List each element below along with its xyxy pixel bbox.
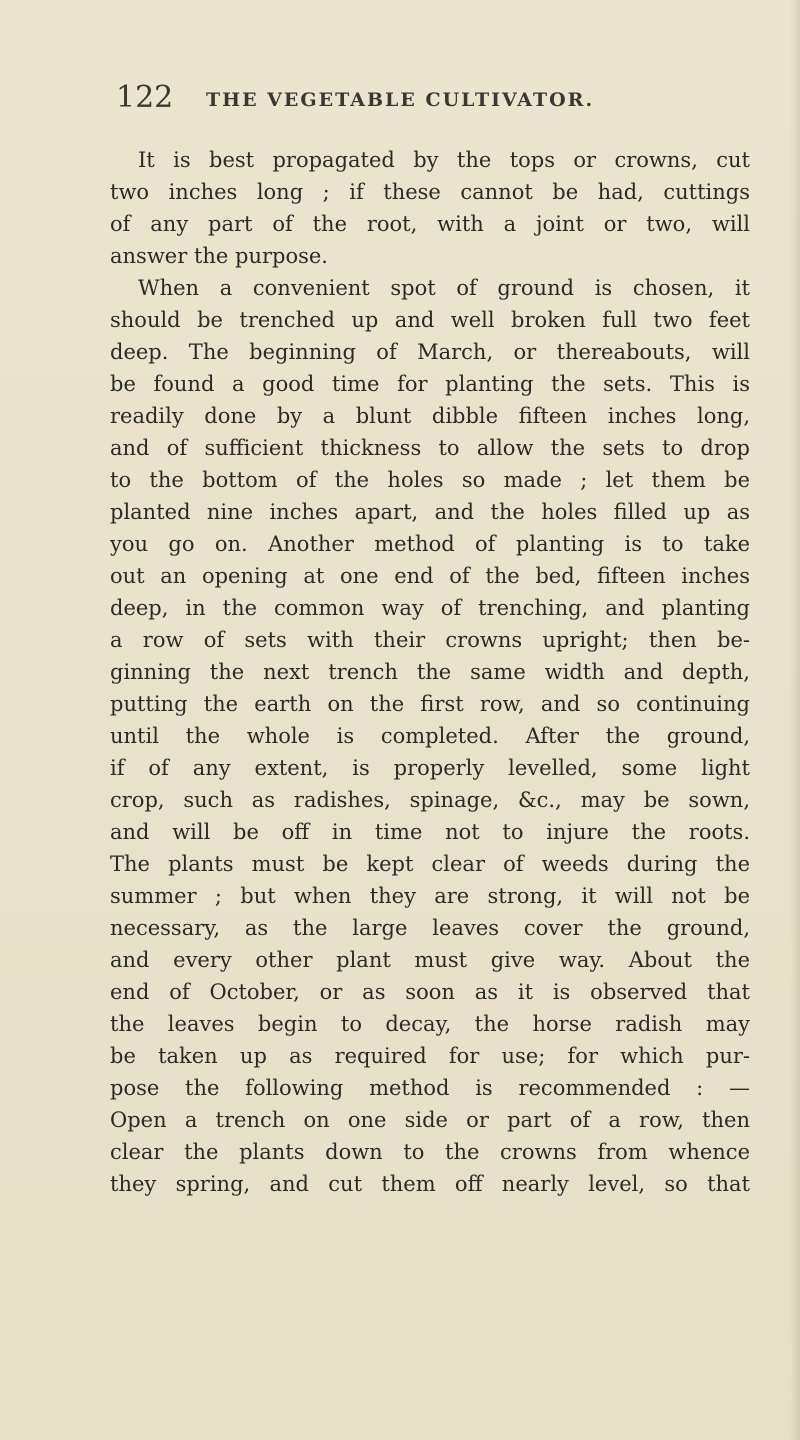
text-line: ginning the next trench the same width and depth, — [110, 660, 750, 684]
text-line: be taken up as required for use; for which pur- — [110, 1044, 750, 1068]
text-line: be found a good time for planting the sets. This is — [110, 372, 750, 396]
text-line: deep. The beginning of March, or thereabouts, will — [110, 340, 750, 364]
text-line: answer the purpose. — [110, 244, 328, 268]
running-head: THE VEGETABLE CULTIVATOR. — [206, 89, 595, 111]
text-line: two inches long ; if these cannot be had, cuttings — [110, 180, 750, 204]
text-line: you go on. Another method of planting is to take — [110, 532, 750, 556]
text-line: and will be off in time not to injure the roots. — [110, 820, 750, 844]
page-header — [116, 78, 716, 118]
text-line: and of sufficient thickness to allow the sets to drop — [110, 436, 750, 460]
text-line: if of any extent, is properly levelled, some light — [110, 756, 750, 780]
text-line: deep, in the common way of trenching, and planting — [110, 596, 750, 620]
text-line: crop, such as radishes, spinage, &c., may be sown, — [110, 788, 750, 812]
page-number: 122 — [116, 80, 174, 115]
text-line: out an opening at one end of the bed, fifteen inches — [110, 564, 750, 588]
text-line: clear the plants down to the crowns from whence — [110, 1140, 750, 1164]
text-line: they spring, and cut them off nearly level, so that — [110, 1172, 750, 1196]
text-line: putting the earth on the first row, and so continuing — [110, 692, 750, 716]
text-line: and every other plant must give way. About the — [110, 948, 750, 972]
text-line: necessary, as the large leaves cover the ground, — [110, 916, 750, 940]
text-line: of any part of the root, with a joint or two, will — [110, 212, 750, 236]
text-line: end of October, or as soon as it is observed that — [110, 980, 750, 1004]
text-line: It is best propagated by the tops or crowns, cut — [138, 148, 750, 172]
text-line: a row of sets with their crowns upright; then be- — [110, 628, 750, 652]
text-line: should be trenched up and well broken full two feet — [110, 308, 750, 332]
text-line: planted nine inches apart, and the holes filled up as — [110, 500, 750, 524]
page-edge-shadow — [790, 0, 800, 1440]
text-line: Open a trench on one side or part of a row, then — [110, 1108, 750, 1132]
text-line: summer ; but when they are strong, it will not be — [110, 884, 750, 908]
text-line: readily done by a blunt dibble fifteen inches long, — [110, 404, 750, 428]
text-line: pose the following method is recommended : — — [110, 1076, 750, 1100]
text-line: When a convenient spot of ground is chosen, it — [138, 276, 750, 300]
text-line: to the bottom of the holes so made ; let them be — [110, 468, 750, 492]
body-text — [110, 144, 750, 1200]
text-line: the leaves begin to decay, the horse radish may — [110, 1012, 750, 1036]
text-line: until the whole is completed. After the ground, — [110, 724, 750, 748]
text-line: The plants must be kept clear of weeds during the — [110, 852, 750, 876]
